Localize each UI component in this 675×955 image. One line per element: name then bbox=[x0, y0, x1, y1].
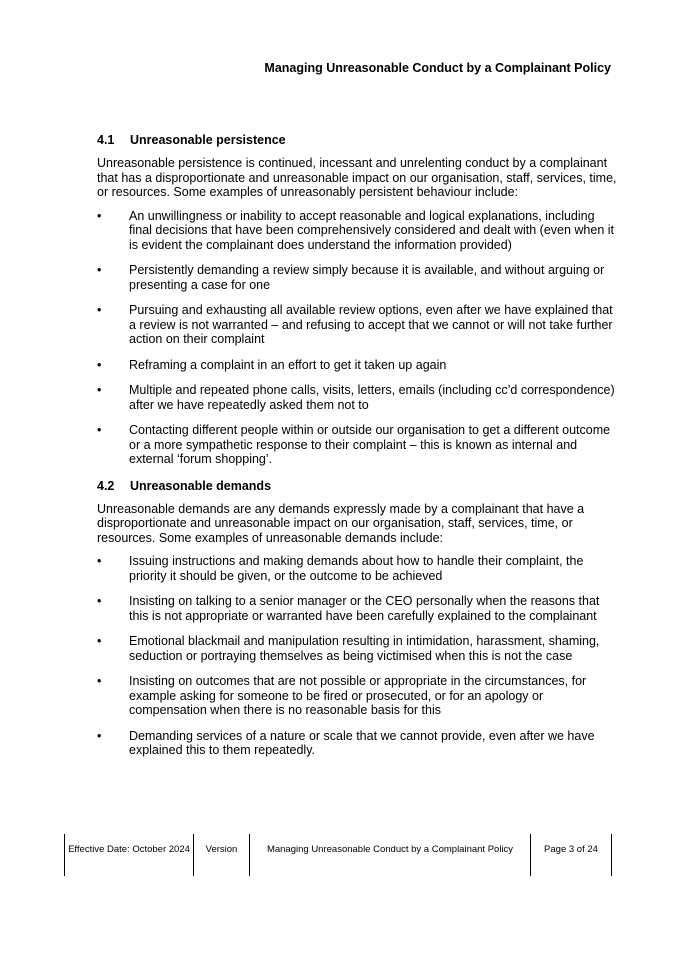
list-item-text: Insisting on outcomes that are not possible or appropriate in the circumstances, for example asking for someone to be fired or prosecuted, or for an apology or compensation when there is no reasonable basis for this bbox=[129, 674, 587, 717]
list-item bbox=[97, 209, 617, 253]
page-header-title: Managing Unreasonable Conduct by a Complainant Policy bbox=[264, 61, 611, 75]
list-item-text: Emotional blackmail and manipulation resulting in intimidation, harassment, shaming, seduction or portraying themselves as being victimised when this is not the case bbox=[129, 634, 600, 663]
bullet-list bbox=[97, 209, 617, 467]
bullet-icon: • bbox=[97, 263, 102, 277]
list-item bbox=[97, 634, 617, 663]
bullet-icon: • bbox=[97, 357, 102, 372]
bullet-list bbox=[97, 554, 617, 758]
section-heading bbox=[97, 478, 617, 494]
list-item bbox=[97, 423, 617, 467]
list-item-text: Contacting different people within or outside our organisation to get a different outcome or a more sympathetic response to their complaint – this is known as internal and external ‘forum shopping’. bbox=[129, 423, 611, 466]
list-item-text: Issuing instructions and making demands about how to handle their complaint, the priority it should be given, or the outcome to be achieved bbox=[129, 554, 584, 583]
list-item-text: Reframing a complaint in an effort to get it taken up again bbox=[129, 357, 447, 372]
bullet-icon: • bbox=[97, 728, 102, 743]
footer-page-number: Page 3 of 24 bbox=[530, 834, 612, 876]
section-intro: Unreasonable persistence is continued, incessant and unrelenting conduct by a complainant that has a disproportionate and unreasonable impact on our organisation, staff, services, time, or resources. Some examples of unreasonably persistent behaviour include: bbox=[97, 156, 617, 199]
section-unreasonable-persistence bbox=[97, 132, 617, 467]
bullet-icon: • bbox=[97, 303, 102, 317]
bullet-icon: • bbox=[97, 634, 102, 648]
list-item bbox=[97, 729, 617, 758]
bullet-icon: • bbox=[97, 674, 102, 688]
list-item bbox=[97, 554, 617, 583]
list-item-text: Insisting on talking to a senior manager or the CEO personally when the reasons that this is not appropriate or warranted have been carefully explained to the complainant bbox=[129, 594, 600, 623]
list-item bbox=[97, 263, 617, 292]
bullet-icon: • bbox=[97, 423, 102, 437]
section-heading bbox=[97, 132, 617, 148]
section-intro: Unreasonable demands are any demands expressly made by a complainant that have a disproportionate and unreasonable impact on our organisation, staff, services, time, or resources. Some examples of unreasonable demands include: bbox=[97, 501, 585, 545]
bullet-icon: • bbox=[97, 383, 102, 397]
list-item-text: Demanding services of a nature or scale that we cannot provide, even after we have explained this to them repeatedly. bbox=[129, 728, 595, 757]
list-item bbox=[97, 594, 617, 623]
bullet-icon: • bbox=[97, 208, 102, 223]
bullet-icon: • bbox=[97, 594, 102, 608]
list-item bbox=[97, 674, 617, 718]
list-item-text: An unwillingness or inability to accept reasonable and logical explanations, including final decisions that have been comprehensively considered and dealt with (even when it is evident the complainant does understand the information provided) bbox=[129, 208, 615, 252]
section-number: 4.2 bbox=[97, 478, 115, 493]
page-content bbox=[97, 132, 617, 769]
footer-policy-name: Managing Unreasonable Conduct by a Complainant Policy bbox=[249, 834, 530, 876]
page-footer bbox=[64, 834, 612, 876]
footer-version: Version bbox=[193, 834, 249, 876]
section-title: Unreasonable demands bbox=[130, 478, 272, 493]
section-number: 4.1 bbox=[97, 133, 115, 147]
bullet-icon: • bbox=[97, 554, 102, 568]
list-item bbox=[97, 303, 617, 347]
list-item bbox=[97, 383, 617, 412]
list-item-text: Multiple and repeated phone calls, visits, letters, emails (including cc’d correspondence) after we have repeatedly asked them not to bbox=[129, 383, 615, 412]
list-item bbox=[97, 358, 617, 373]
list-item-text: Persistently demanding a review simply because it is available, and without arguing or presenting a case for one bbox=[129, 263, 605, 292]
section-title: Unreasonable persistence bbox=[130, 133, 286, 147]
footer-effective-date: Effective Date: October 2024 bbox=[64, 834, 193, 876]
list-item-text: Pursuing and exhausting all available review options, even after we have explained that a review is not warranted – and refusing to accept that we cannot or will not take further action on their complaint bbox=[129, 303, 613, 346]
section-unreasonable-demands bbox=[97, 478, 617, 758]
